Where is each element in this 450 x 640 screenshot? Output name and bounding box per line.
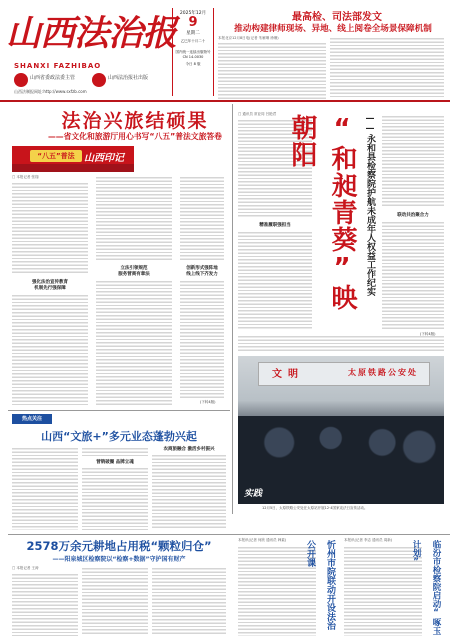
tourism-sub-1: 营销破圈 品牌立魂 bbox=[96, 460, 134, 465]
lead-sub-1: 强化法治宣传教育 bbox=[32, 280, 68, 285]
lead-byline: □ 本报记者 张翔 bbox=[12, 175, 39, 179]
tourism-sub-2: 农商旅融合 激活乡村振兴 bbox=[163, 447, 215, 452]
lead-subhead: ——省文化和旅游厅用心书写“八五”普法文旅答卷 bbox=[48, 132, 222, 141]
pufa-banner bbox=[12, 146, 134, 172]
news-photo bbox=[238, 356, 444, 504]
tourism-headline: 山西“文旅+”多元业态蓬勃兴起 bbox=[41, 430, 197, 443]
feature-body-col2 bbox=[382, 114, 444, 208]
masthead-divider bbox=[0, 100, 450, 102]
tourism-label: 热点关注 bbox=[12, 414, 52, 424]
lead-sub-4: 服务营商有章法 bbox=[118, 272, 150, 277]
top-story-body-2 bbox=[330, 36, 444, 99]
lead-body-col3b bbox=[180, 279, 224, 399]
lead-sub-3: 立法引领规范 bbox=[120, 266, 148, 271]
feature-section-1: 精准履职强担当 bbox=[259, 223, 291, 228]
banner-right-label: 山西印记 bbox=[84, 153, 124, 164]
lead-body-col2b bbox=[96, 279, 172, 406]
feature-headline: “和昶青葵”映朝阳 bbox=[287, 114, 357, 311]
lead-body-col1 bbox=[12, 181, 88, 275]
tourism-body-col2 bbox=[82, 446, 148, 456]
feature-byline: □ 通讯员 常亚同 吕艳君 bbox=[238, 112, 277, 116]
lead-body-col2 bbox=[96, 175, 172, 261]
photo-crowd bbox=[238, 416, 444, 504]
photo-watermark: 实践 bbox=[244, 489, 263, 499]
tourism-body-col3 bbox=[152, 453, 226, 530]
photo-sign-text: 文明 bbox=[272, 369, 304, 380]
section-divider-1 bbox=[8, 410, 230, 411]
bottom-right-byline: 本报讯(记者 李志 通讯员 周新) bbox=[344, 538, 393, 542]
tax-headline: 2578万余元耕地占用税“颗粒归仓” bbox=[26, 539, 212, 553]
sponsor-1: 山西省委政法委主管 bbox=[30, 75, 76, 81]
bottom-right-headline: 临汾市检察院启动“啄玉计划” bbox=[411, 540, 441, 635]
banner-ribbon bbox=[12, 164, 134, 172]
feature-continue: (下转4版) bbox=[420, 332, 436, 336]
tax-body-col2 bbox=[82, 566, 148, 636]
issue-number: 今日 8 版 bbox=[185, 62, 201, 66]
lead-sub-5: 创新形式强阵地 bbox=[186, 266, 218, 271]
date-day: 9 bbox=[188, 15, 198, 30]
bottom-mid-byline: 本报讯(记者 何欣 通讯员 韩素) bbox=[238, 538, 287, 542]
tax-subhead: ——阳泉城区检察院以“检察+数据”守护国有财产 bbox=[52, 556, 186, 563]
issue-info: 国内统一连续出版物号 CN 14-0030 bbox=[175, 50, 211, 59]
top-story-byline: 本报北京12月8日电(记者 朱雁琳 徐珊) bbox=[218, 36, 279, 40]
tourism-body-col1 bbox=[12, 446, 78, 530]
lead-body-col3 bbox=[180, 175, 224, 261]
banner-left-label: “八五”普法 bbox=[30, 150, 82, 162]
lead-sub-2: 机制先行强保障 bbox=[34, 286, 66, 291]
tax-body-col3 bbox=[152, 566, 226, 636]
tax-body-col1 bbox=[12, 572, 78, 636]
masthead-title: 山西法治报 bbox=[6, 13, 177, 54]
column-divider bbox=[232, 104, 233, 514]
weekday: 星期二 bbox=[186, 31, 200, 36]
lead-body-col1b bbox=[12, 293, 88, 406]
date-month: 2025年12月 bbox=[179, 11, 207, 16]
sponsor-2: 山西法治报社出版 bbox=[108, 75, 149, 81]
logo-badge-2 bbox=[92, 73, 106, 87]
top-story-headline-1: 最高检、司法部发文 bbox=[292, 12, 382, 23]
lead-sub-6: 线上线下齐发力 bbox=[186, 272, 218, 277]
feature-section-2: 联动共治聚合力 bbox=[397, 213, 429, 218]
section-divider-2 bbox=[8, 534, 450, 535]
feature-body-col3 bbox=[238, 334, 444, 352]
logo-badge-1 bbox=[14, 73, 28, 87]
bottom-mid-headline: 忻州市院联动开设法治公开课 bbox=[305, 540, 335, 630]
tourism-body-col2b bbox=[82, 466, 148, 530]
feature-body-col2b bbox=[382, 220, 444, 330]
lead-headline: 法治兴旅结硕果 bbox=[61, 110, 209, 132]
photo-sign-label: 太原铁路公安处 bbox=[348, 368, 418, 377]
feature-subhead: ——永和县检察院护航未成年人权益工作纪实 bbox=[365, 114, 375, 296]
date-block bbox=[172, 8, 214, 96]
photo-caption: 12月5日，太原铁路公安处在太原站开展12·4国家宪法日宣传活动。 bbox=[262, 506, 368, 510]
website: 山西法制报网址:http://www.sxfzb.com bbox=[14, 89, 87, 94]
tax-byline: □ 本报记者 王涛 bbox=[12, 566, 39, 570]
lunar-date: 乙巳年十月二十 bbox=[180, 39, 206, 43]
top-story-body bbox=[218, 41, 326, 99]
top-story-headline-2: 推动构建律师现场、异地、线上阅卷全场景保障机制 bbox=[234, 24, 432, 34]
lead-continue: (下转4版) bbox=[200, 400, 216, 404]
masthead-pinyin: SHANXI FAZHIBAO bbox=[14, 62, 102, 70]
feature-body-col1b bbox=[238, 230, 312, 330]
